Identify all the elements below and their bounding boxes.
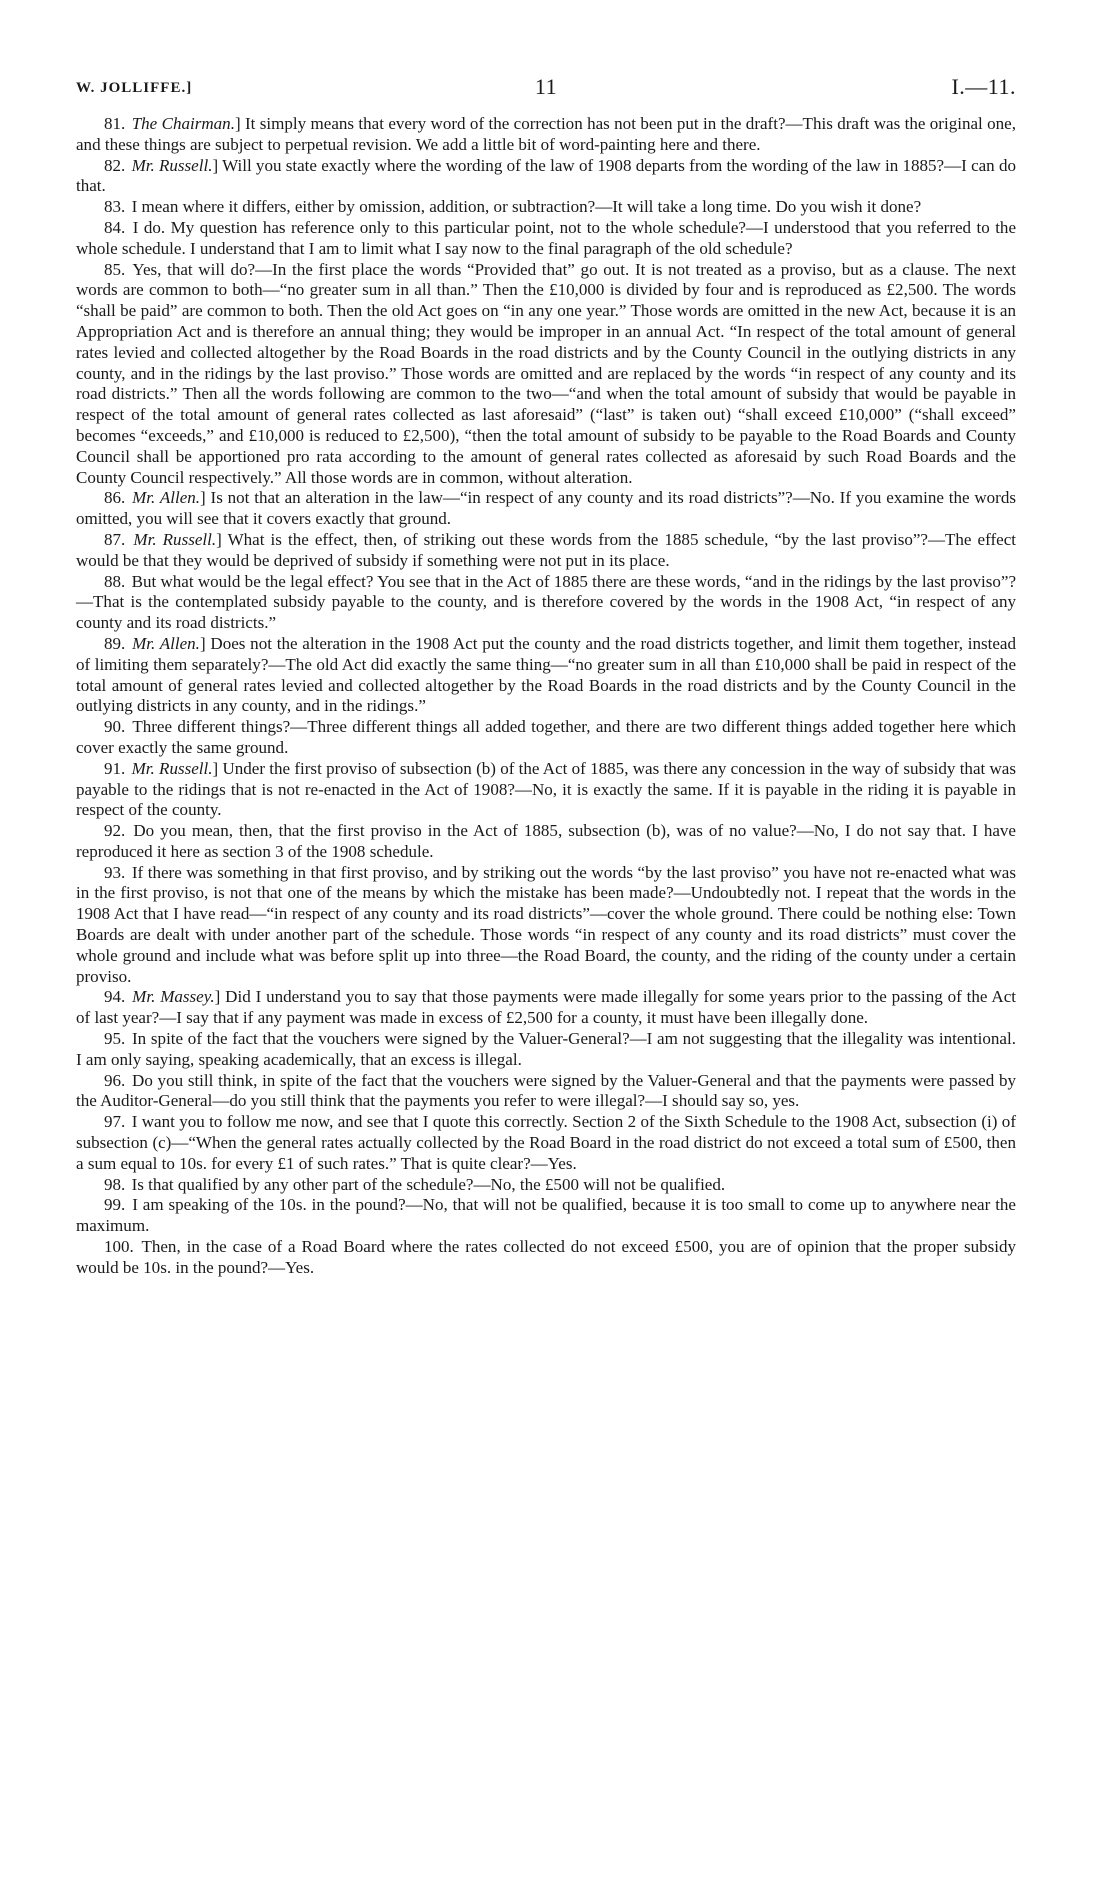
question-paragraph: 87. Mr. Russell.] What is the effect, then, of striking out these words from the 1885 schedule, “by the last proviso”?—The effect would be that they would be deprived of subsidy if something were not put in its place. [76,529,1017,570]
question-paragraph: 97. I want you to follow me now, and see that I quote this correctly. Section 2 of the Sixth Schedule to the 1908 Act, subsection (i) of subsection (c)—“When the general rates actually collected by the Road Board in the road district do not exceed a total sum of £500, then a sum equal to 10s. for every £1 of such rates.” That is quite clear?—Yes. [76,1112,1016,1173]
question-paragraph: 100. Then, in the case of a Road Board where the rates collected do not exceed £500, you are of opinion that the proper subsidy would be 10s. in the pound?—Yes. [76,1237,1016,1277]
question-paragraph: 83. I mean where it differs, either by omission, addition, or subtraction?—It will take a long time. Do you wish it done? [104,197,922,217]
question-paragraph: 99. I am speaking of the 10s. in the pound?—No, that will not be qualified, because it is too small to come up to anywhere near the maximum. [76,1195,1016,1236]
witness-name: W. JOLLIFFE.] [76,80,193,96]
question-paragraph: 92. Do you mean, then, that the first proviso in the Act of 1885, subsection (b), was of no value?—No, I do not say that. I have reproduced it here as section 3 of the 1908 schedule. [76,821,1016,861]
transcript-body [76,114,1016,1279]
question-paragraph: 88. But what would be the legal effect? You see that in the Act of 1885 there are these words, “and in the ridings by the last proviso”?—That is the contemplated subsidy payable to the county, and is therefore covered by the words in the 1908 Act, “in respect of any county and its road districts.” [76,571,1016,633]
question-paragraph: 96. Do you still think, in spite of the fact that the vouchers were signed by the Valuer-General and that the payments were passed by the Auditor-General—do you still think that the payments you refer to were illegal?—I should say so, yes. [76,1070,1016,1111]
question-paragraph: 86. Mr. Allen.] Is not that an alteration in the law—“in respect of any county and its road districts”?—No. If you examine the words omitted, you will see that it covers exactly that ground. [76,488,1016,529]
document-reference: I.—11. [951,74,1016,99]
question-paragraph: 90. Three different things?—Three different things all added together, and there are two different things added together here which cover exactly the same ground. [76,717,1016,757]
document-page [76,74,1016,1279]
question-paragraph: 85. Yes, that will do?—In the first place the words “Provided that” go out. It is not treated as a proviso, but as a clause. The next words are common to both—“no greater sum in all than.” Then the £10,000 is divided by four and is reproduced as £2,500. The words “shall be paid” are common to both. Then the old Act goes on “in any one year.” Those words are omitted in the new Act, because it is an Appropriation Act and is therefore an annual thing; they would be improper in an annual Act. “In respect of the total amount of general rates levied and collected altogether by the Road Boards in the road districts and by the County Council in the outlying districts in any county, and in the ridings by the last proviso.” Those words are omitted and are replaced by the words “in respect of any county and its road districts.” Then all the words following are common to the two—“and when the total amount of subsidy that would be payable in respect of the total amount of general rates collected as last aforesaid” (“last” is taken out) “shall exceed £10,000” (“shall exceed” becomes “exceeds,” and £10,000 is reduced to £2,500), “then the total amount of subsidy to be payable to the Road Boards and County Council shall be apportioned pro rata according to the amount of general rates collected as aforesaid by such Road Boards and the County Council respectively.” All those words are in common, without alteration. [76,259,1016,487]
page-number: 11 [534,74,558,99]
question-paragraph: 84. I do. My question has reference only to this particular point, not to the whole schedule?—I understood that you referred to the whole schedule. I understand that I am to limit what I say now to the final paragraph of the old schedule? [76,217,1016,258]
question-paragraph: 81. The Chairman.] It simply means that every word of the correction has not been put in the draft?—This draft was the original one, and these things are subject to perpetual revision. We add a little bit of word-painting here and there. [76,114,1016,154]
question-paragraph: 98. Is that qualified by any other part of the schedule?—No, the £500 will not be qualified. [104,1174,726,1194]
question-paragraph: 82. Mr. Russell.] Will you state exactly where the wording of the law of 1908 departs from the wording of the law in 1885?—I can do that. [76,155,1016,196]
question-paragraph: 93. If there was something in that first proviso, and by striking out the words “by the last proviso” you have not re-enacted what was in the first proviso, is not that one of the means by which the mistake has been made?—Undoubtedly not. I repeat that the words in the 1908 Act that I have read—“in respect of any county and its road districts”—cover the whole ground. There could be nothing else: Town Boards are dealt with under another part of the schedule. Those words “in respect of any county and its road districts” must cover the whole ground and include what was before split up into three—the Road Board, the county, and the riding of the county under a certain proviso. [76,862,1016,986]
question-paragraph: 91. Mr. Russell.] Under the first proviso of subsection (b) of the Act of 1885, was there any concession in the way of subsidy that was payable to the ridings that is not re-enacted in the Act of 1908?—No, it is exactly the same. If it is payable in the riding it is payable in respect of the county. [76,758,1016,820]
question-paragraph: 95. In spite of the fact that the vouchers were signed by the Valuer-General?—I am not suggesting that the illegality was intentional. I am only saying, speaking academically, that an excess is illegal. [76,1029,1016,1069]
question-paragraph: 89. Mr. Allen.] Does not the alteration in the 1908 Act put the county and the road districts together, and limit them together, instead of limiting them separately?—The old Act did exactly the same thing—“no greater sum in all than £10,000 shall be paid in respect of the total amount of general rates levied and collected altogether by the Road Boards in the road districts and by the County Council in the outlying districts in any county, and in the ridings.” [76,633,1016,716]
page-header [76,74,1016,108]
question-paragraph: 94. Mr. Massey.] Did I understand you to say that those payments were made illegally for some years prior to the passing of the Act of last year?—I say that if any payment was made in excess of £2,500 for a county, it must have been illegally done. [76,987,1016,1028]
